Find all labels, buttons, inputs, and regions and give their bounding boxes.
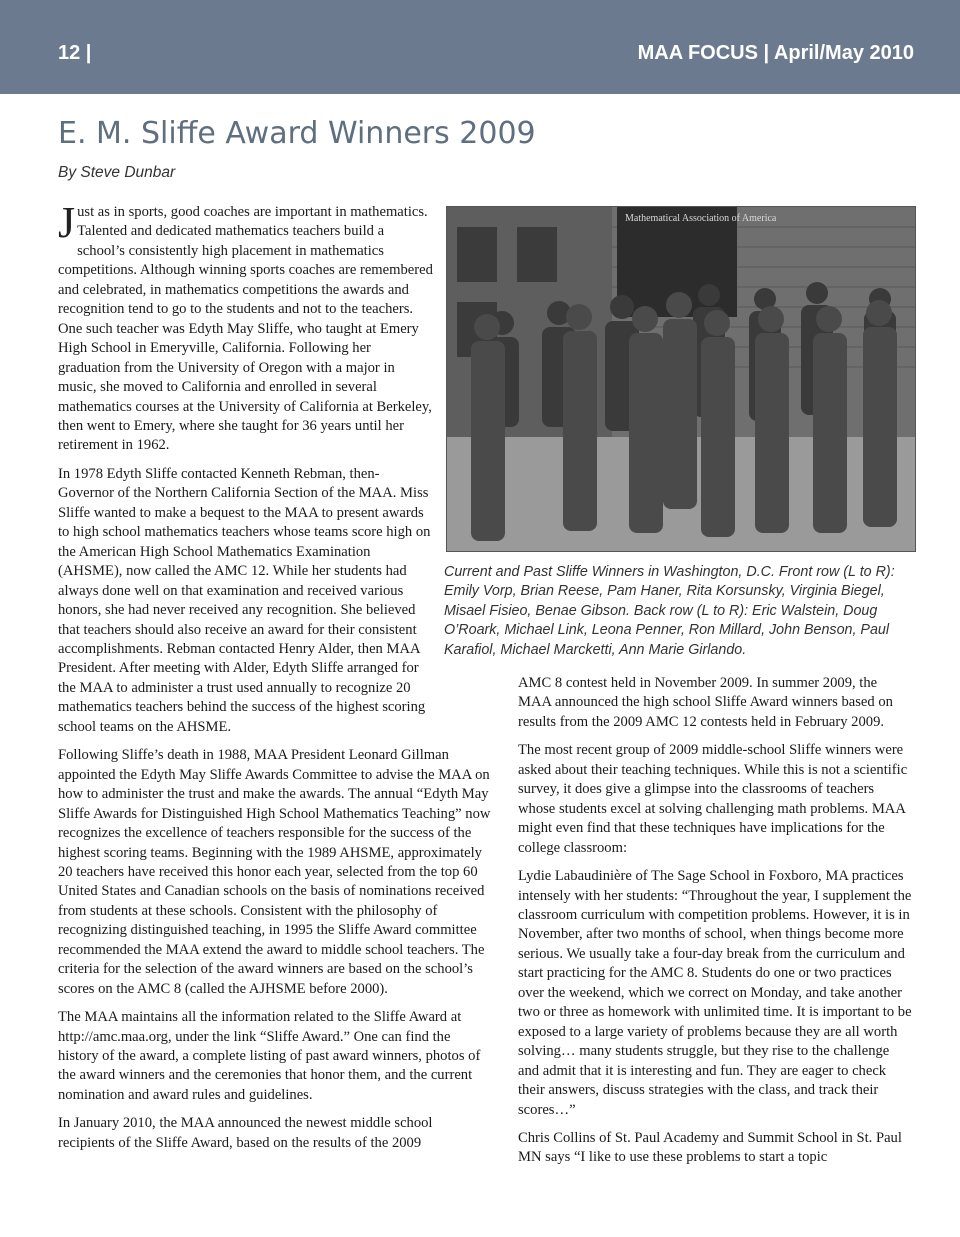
- right-column: [518, 674, 912, 1177]
- paragraph-contests: AMC 8 contest held in November 2009. In summer 2009, the MAA announced the high school Sliffe Award winners based on results from the 2009 AMC 12 contests held in February 2009.: [518, 675, 893, 730]
- paragraph-intro-text: ust as in sports, good coaches are important in mathematics. Talented and dedicated mathematics teachers build a school’s consistently high placement in mathematics competitions. Although winning sports coaches are remembered and celebrated, in mathematics competitions the awards and recognition tend to go to the students and not to the teachers. One such teacher was Edyth May Sliffe, who taught at Emery High School in Emeryville, California. Following her graduation from the University of Oregon with a major in music, she moved to California and enrolled in several mathematics courses at the University of California at Berkeley, then went to Emery, where she taught for 36 years until her retirement in 1962.: [58, 204, 433, 454]
- publication-title: MAA FOCUS | April/May 2010: [637, 42, 914, 64]
- drop-cap: J: [58, 198, 76, 247]
- paragraph-collins: Chris Collins of St. Paul Academy and Summit School in St. Paul MN says “I like to use these problems to start a topic: [518, 1129, 902, 1166]
- photo-caption: Current and Past Sliffe Winners in Washington, D.C. Front row (L to R): Emily Vorp, Brian Reese, Pam Haner, Rita Korsunsky, Virginia Biegel, Misael Fisieo, Benae Gibson. Back row (L to R): Eric Walstein, Doug O’Roark, Michael Link, Leona Penner, Ron Millard, John Benson, Paul Karafiol, Michael Marcketti, Ann Marie Girlando.: [444, 564, 895, 658]
- left-column: [58, 198, 492, 1162]
- group-photo: [446, 206, 916, 552]
- sign-text: Mathematical Association of America: [625, 213, 777, 224]
- paragraph-intro: [58, 198, 435, 456]
- paragraph-survey: The most recent group of 2009 middle-school Sliffe winners were asked about their teaching techniques. While this is not a scientific survey, it does give a glimpse into the classrooms of teachers whose students excel at solving challenging math problems. MAA might even find that these techniques have implications for the college classroom:: [518, 742, 908, 856]
- page-number: 12 |: [58, 42, 92, 64]
- group-photo-illustration: [447, 207, 916, 552]
- paragraph-labaudiniere: Lydie Labaudinière of The Sage School in Foxboro, MA practices intensely with her students: “Throughout the year, I supplement the classroom curriculum with competition problems. However, it is in November, after two months of school, when things become more serious. We usually take a four-day break from the curriculum and start practicing for the AMC 8. Students do one or two practices over the weekend, which we correct on Monday, and take another two or three as homework with unlimited time. It is important to be exposed to a large variety of problems because they are all worth solving… many students struggle, but they rise to the challenge and admit that it is interesting and fun. They are eager to check their answers, discuss strategies with the class, and track their scores…”: [518, 868, 912, 1118]
- page-header: [0, 0, 960, 94]
- paragraph-announcement: In January 2010, the MAA announced the newest middle school recipients of the Sliffe Award, based on the results of the 2009: [58, 1115, 433, 1151]
- byline: By Steve Dunbar: [58, 164, 176, 181]
- paragraph-committee: Following Sliffe’s death in 1988, MAA President Leonard Gillman appointed the Edyth May Sliffe Awards Committee to advise the MAA on how to administer the trust and make the awards. The annual “Edyth May Sliffe Awards for Distinguished High School Mathematics Teaching” now recognizes the excellence of teachers responsible for the success of the highest scoring teams. Beginning with the 1989 AHSME, approximately 20 teachers have received this honor each year, selected from the top 60 United States and Canadian schools on the basis of nominations received from students at these schools. Consistent with the philosophy of recognizing distinguished teaching, in 1995 the Sliffe Award committee recommended the MAA extend the award to middle school teachers. The criteria for the selection of the award winners are based on the school’s scores on the AMC 8 (called the AJHSME before 2000).: [58, 747, 491, 997]
- paragraph-history: In 1978 Edyth Sliffe contacted Kenneth Rebman, then-Governor of the Northern California Section of the MAA. Miss Sliffe wanted to make a bequest to the MAA to present awards to high school mathematics teachers whose teams score high on the American High School Mathematics Examination (AHSME), now called the AMC 12. While her students had always done well on that examination and received various honors, she had never received any recognition. She believed that teachers should also receive an award for their consistent accomplishments. Rebman contacted Henry Alder, then MAA President. After meeting with Alder, Edyth Sliffe arranged for the MAA to administer a trust used annually to recognize 20 mathematics teachers behind the success of the highest scoring school teams on the AHSME.: [58, 465, 431, 735]
- paragraph-website: The MAA maintains all the information related to the Sliffe Award at http://amc.maa.org, under the link “Sliffe Award.” One can find the history of the award, a complete listing of past award winners, photos of the award winners and the ceremonies that honor them, and the current nomination and award rules and guidelines.: [58, 1009, 481, 1103]
- article-title: E. M. Sliffe Award Winners 2009: [58, 116, 536, 151]
